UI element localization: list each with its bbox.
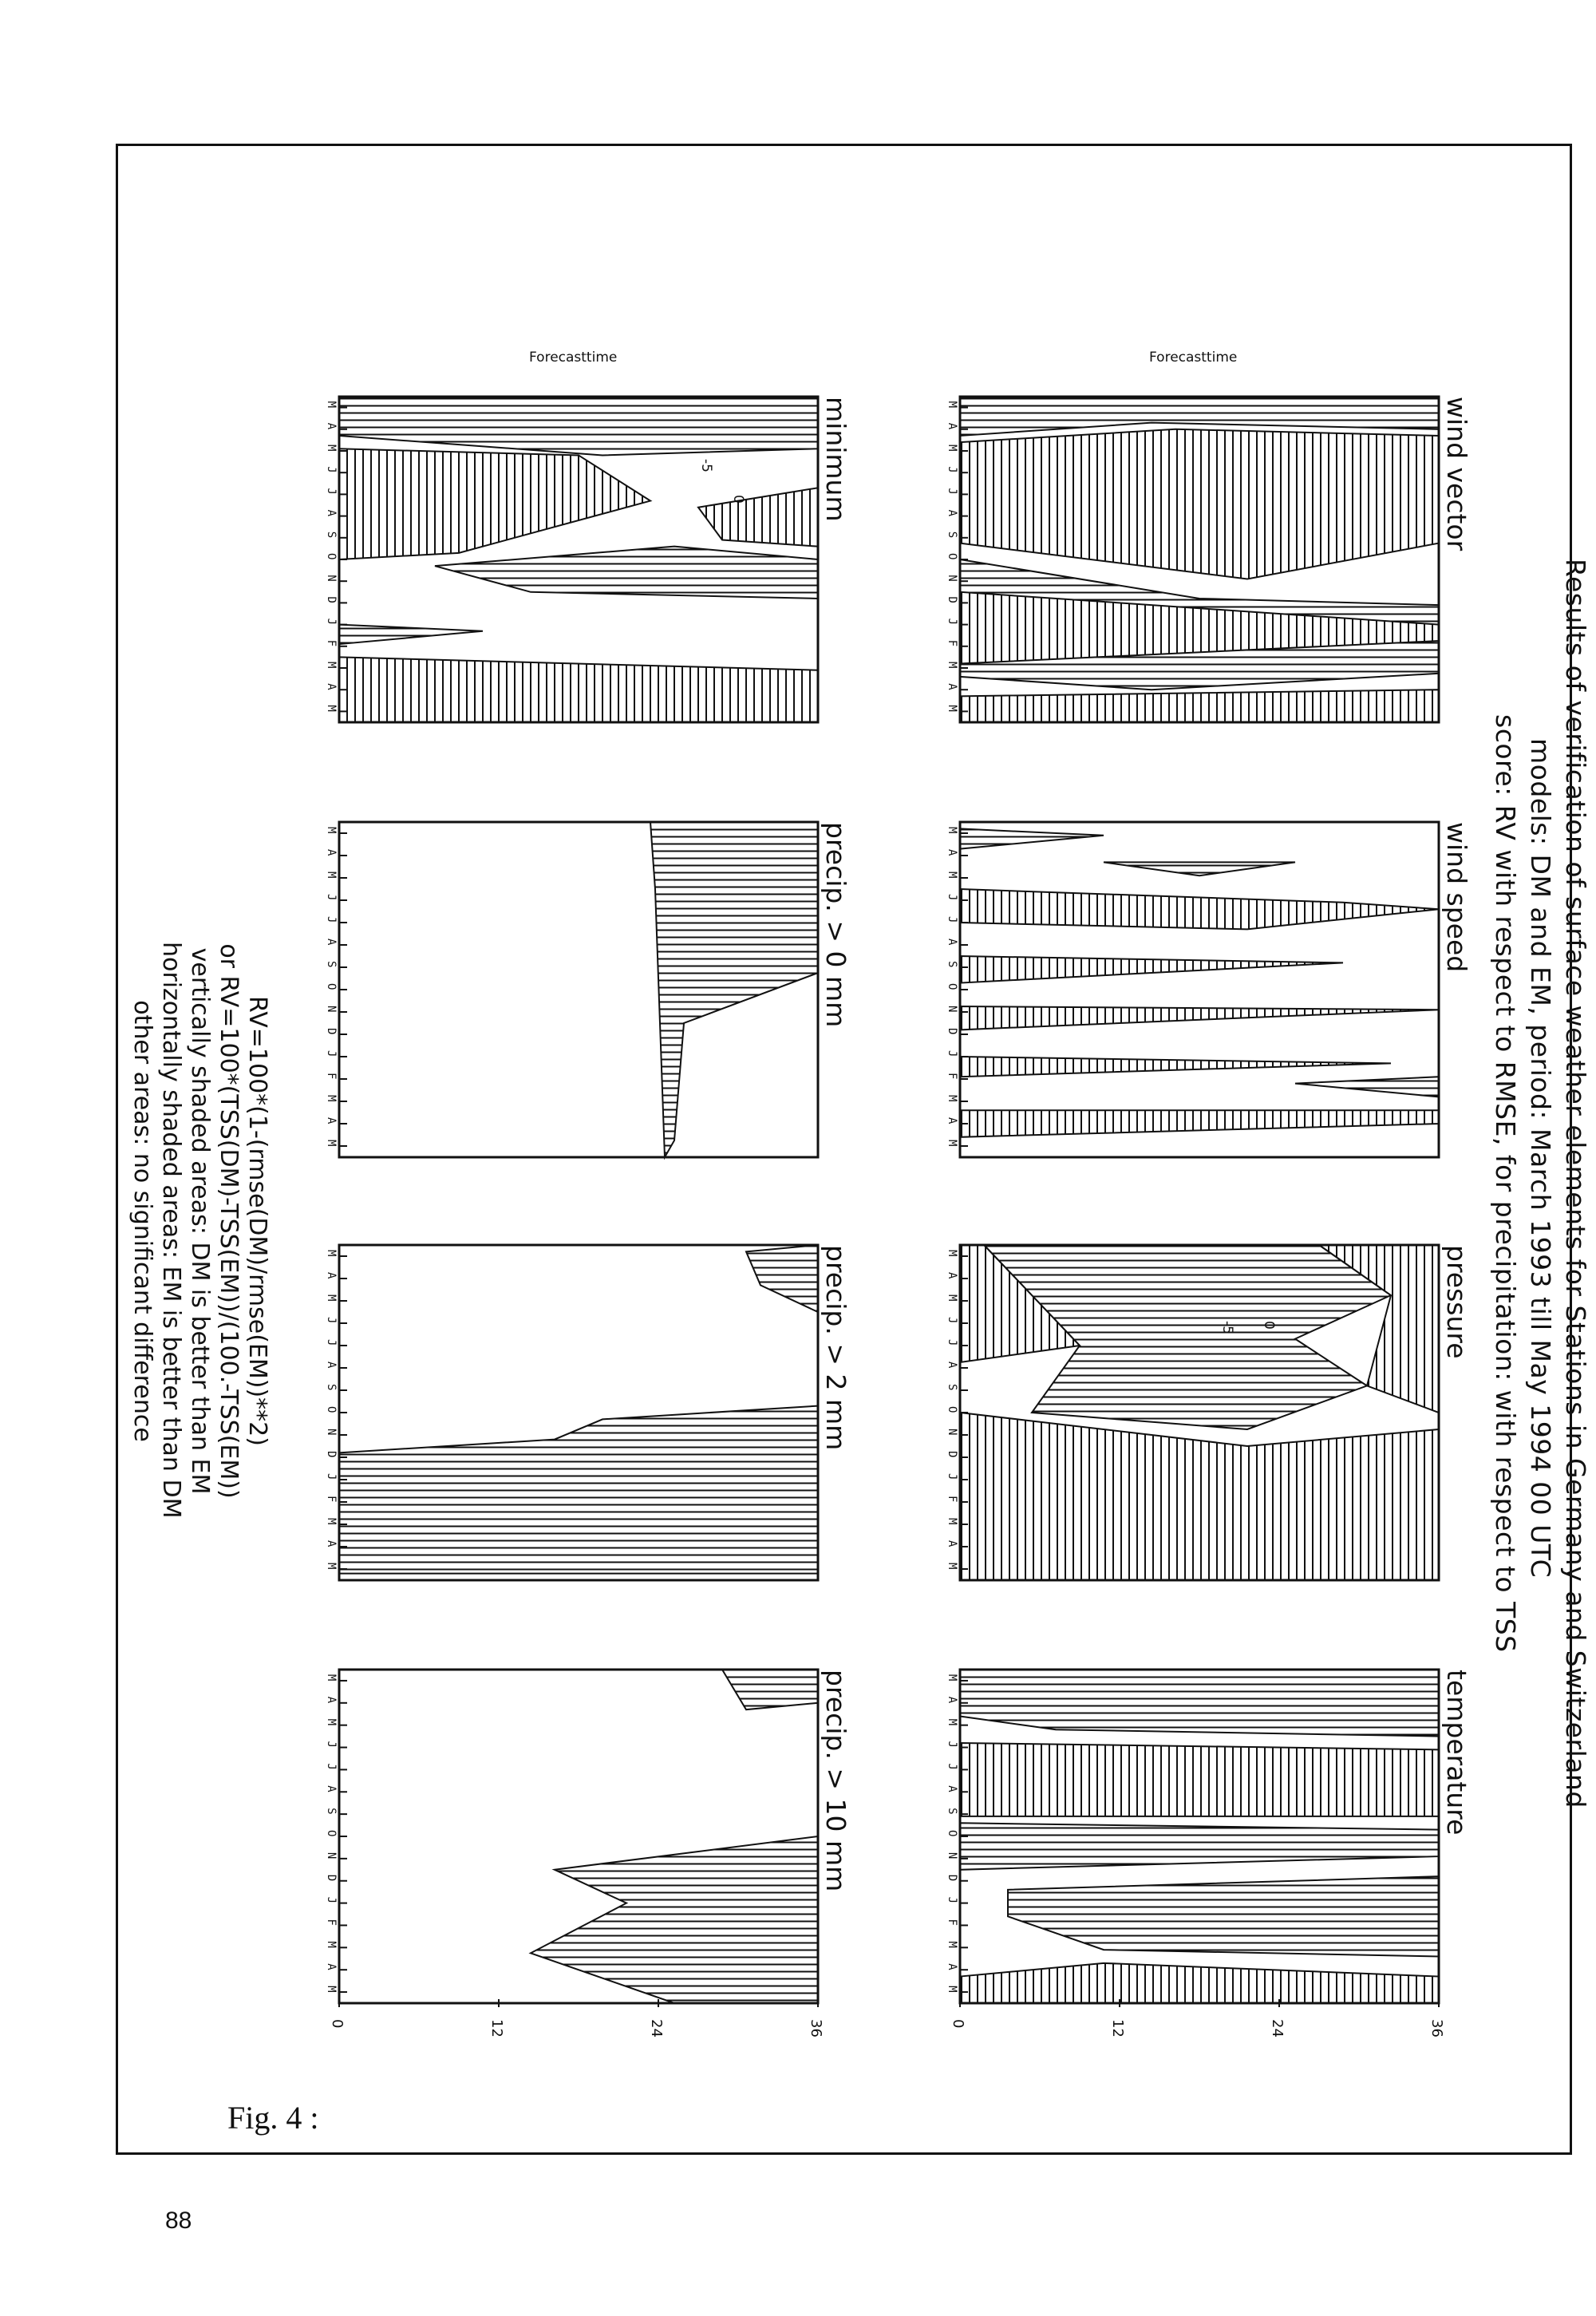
month-tick-label: F — [325, 1919, 338, 1926]
month-tick-label: A — [946, 1117, 958, 1124]
month-tick-label: J — [325, 894, 338, 901]
month-tick-label: J — [325, 916, 338, 923]
panel-wind-vector — [960, 397, 1439, 722]
month-tick-label: J — [946, 1317, 958, 1324]
month-tick-label: S — [946, 1384, 958, 1391]
month-tick-label: M — [325, 1674, 338, 1682]
dm-better-region — [339, 397, 818, 455]
month-tick-label: A — [325, 849, 338, 856]
dm-better-region — [650, 822, 818, 1157]
month-tick-label: M — [325, 871, 338, 879]
month-tick-label: A — [946, 1963, 958, 1970]
month-tick-label: M — [946, 1140, 958, 1147]
month-tick-label: M — [946, 401, 958, 409]
title-line-2: models: DM and EM, period: March 1993 till May 1994 00 UTC — [1525, 738, 1556, 1579]
em-better-region — [960, 1057, 1391, 1077]
em-better-region — [698, 488, 818, 546]
month-tick-label: S — [325, 961, 338, 968]
dm-better-region — [1104, 862, 1295, 875]
month-tick-label: M — [946, 445, 958, 452]
month-tick-label: N — [946, 1429, 958, 1436]
legend-line-1: RV=100*(1-(rmse(DM)/rmse(EM))**2) — [243, 996, 271, 1446]
panel-precip-2-mm — [339, 1245, 818, 1580]
month-tick-label: J — [946, 1896, 958, 1904]
month-tick-label: M — [325, 1941, 338, 1948]
month-tick-label: F — [946, 1496, 958, 1503]
em-better-region — [960, 1110, 1439, 1137]
month-tick-label: M — [946, 1250, 958, 1257]
month-tick-label: M — [946, 1674, 958, 1682]
month-tick-label: J — [325, 1317, 338, 1324]
month-tick-label: A — [325, 1540, 338, 1547]
month-tick-label: O — [325, 553, 338, 560]
em-better-region — [960, 429, 1439, 579]
dm-better-region — [960, 1670, 1439, 1737]
figure-label: Fig. 4 : — [227, 2100, 319, 2136]
month-tick-label: A — [946, 1540, 958, 1547]
month-tick-label: A — [946, 939, 958, 946]
time-tick-label: 0 — [950, 2019, 966, 2029]
month-tick-label: O — [946, 1406, 958, 1413]
month-tick-label: A — [946, 1785, 958, 1792]
month-tick-label: M — [946, 1941, 958, 1948]
panel-minimum — [339, 397, 818, 722]
em-better-region — [960, 889, 1439, 929]
em-better-region — [960, 1006, 1439, 1030]
panel-title: wind speed — [1441, 822, 1472, 973]
em-better-region — [339, 657, 818, 722]
month-tick-label: D — [325, 1451, 338, 1458]
month-tick-label: N — [325, 575, 338, 582]
time-tick-label: 24 — [1269, 2019, 1286, 2037]
month-tick-label: S — [325, 1384, 338, 1391]
month-tick-label: S — [946, 961, 958, 968]
month-tick-label: D — [946, 1451, 958, 1458]
month-tick-label: F — [946, 1073, 958, 1080]
panel-precip-10-mm — [339, 1670, 818, 2003]
month-tick-label: M — [946, 1718, 958, 1726]
month-tick-label: S — [946, 1808, 958, 1815]
dm-better-region — [339, 1406, 818, 1574]
em-better-region — [960, 956, 1343, 983]
em-better-region — [960, 1413, 1439, 1580]
month-tick-label: J — [946, 1050, 958, 1057]
panel-title: wind vector — [1441, 397, 1472, 551]
month-tick-label: M — [325, 1095, 338, 1102]
month-tick-label: M — [325, 401, 338, 409]
month-tick-label: M — [325, 662, 338, 669]
month-tick-label: M — [325, 1563, 338, 1570]
month-tick-label: J — [946, 1473, 958, 1480]
em-better-region — [339, 449, 650, 559]
time-tick-label: 24 — [648, 2019, 665, 2037]
month-tick-label: M — [946, 1563, 958, 1570]
month-tick-label: A — [946, 1696, 958, 1704]
legend-line-3: vertically shaded areas: DM is better than EM — [186, 947, 214, 1495]
page-number: 88 — [165, 2207, 192, 2234]
month-tick-label: F — [325, 1073, 338, 1080]
month-tick-label: A — [325, 1696, 338, 1704]
month-tick-label: A — [946, 1362, 958, 1369]
month-tick-label: N — [325, 1006, 338, 1013]
panel-title: pressure — [1441, 1245, 1472, 1359]
contour-label: 0 — [730, 495, 746, 504]
dm-better-region — [746, 1245, 818, 1312]
month-tick-label: J — [325, 1339, 338, 1346]
month-tick-label: N — [325, 1429, 338, 1436]
panel-title: precip. > 2 mm — [820, 1245, 851, 1451]
month-tick-label: O — [325, 1830, 338, 1837]
month-tick-label: J — [325, 1763, 338, 1770]
month-tick-label: F — [946, 1919, 958, 1926]
month-tick-label: M — [325, 445, 338, 452]
month-tick-label: S — [325, 531, 338, 539]
month-tick-label: O — [325, 983, 338, 990]
month-tick-label: F — [325, 1496, 338, 1503]
panel-title: precip. > 0 mm — [820, 822, 851, 1028]
month-tick-label: A — [325, 422, 338, 430]
panel-title: minimum — [820, 397, 851, 522]
month-tick-label: D — [325, 1874, 338, 1882]
contour-label: -5 — [1219, 1321, 1235, 1334]
legend-line-4: horizontally shaded areas: EM is better than DM — [157, 942, 185, 1519]
time-tick-label: 36 — [808, 2019, 824, 2037]
month-tick-label: S — [325, 1808, 338, 1815]
month-tick-label: J — [946, 916, 958, 923]
month-tick-label: D — [946, 1874, 958, 1882]
month-tick-label: M — [946, 871, 958, 879]
time-tick-label: 12 — [488, 2019, 505, 2037]
month-tick-label: J — [325, 1741, 338, 1748]
month-tick-label: A — [325, 683, 338, 690]
panel-title: precip. > 10 mm — [820, 1670, 851, 1892]
month-tick-label: J — [946, 618, 958, 626]
month-tick-label: N — [946, 1852, 958, 1860]
month-tick-label: A — [946, 422, 958, 430]
month-tick-label: N — [325, 1852, 338, 1860]
month-tick-label: M — [325, 1140, 338, 1147]
em-better-region — [960, 690, 1439, 722]
month-tick-label: A — [325, 509, 338, 517]
month-tick-label: M — [946, 1518, 958, 1525]
title-line-1: Results of verification of surface weather elements for Stations in Germany and Switzerland — [1560, 559, 1591, 1808]
dm-better-region — [531, 1836, 818, 2003]
title-line-3: score: RV with respect to RMSE, for precipitation: with respect to TSS — [1490, 714, 1521, 1653]
month-tick-label: N — [946, 575, 958, 582]
month-tick-label: O — [946, 983, 958, 990]
panel-title: temperature — [1441, 1670, 1472, 1836]
time-axis-title-left: Forecasttime — [529, 350, 618, 366]
panel-temperature — [960, 1670, 1439, 2003]
month-tick-label: M — [325, 1986, 338, 1993]
month-tick-label: M — [325, 1518, 338, 1525]
month-tick-label: M — [946, 1095, 958, 1102]
month-tick-label: J — [325, 1050, 338, 1057]
month-tick-label: M — [325, 705, 338, 712]
month-tick-label: M — [946, 1986, 958, 1993]
month-tick-label: A — [325, 1272, 338, 1279]
month-tick-label: J — [946, 1339, 958, 1346]
month-tick-label: O — [946, 553, 958, 560]
month-tick-label: D — [325, 596, 338, 603]
dm-better-region — [960, 828, 1104, 848]
time-tick-label: 36 — [1428, 2019, 1445, 2037]
month-tick-label: M — [946, 705, 958, 712]
month-tick-label: J — [946, 894, 958, 901]
month-tick-label: M — [946, 662, 958, 669]
month-tick-label: M — [946, 1294, 958, 1302]
time-axis-title-right: Forecasttime — [1149, 350, 1238, 366]
legend-line-2: or RV=100*(TSS(DM)-TSS(EM))/(100.-TSS(EM)) — [215, 943, 243, 1499]
month-tick-label: O — [946, 1830, 958, 1837]
month-tick-label: F — [946, 639, 958, 647]
month-tick-label: M — [946, 827, 958, 834]
month-tick-label: S — [946, 531, 958, 539]
month-tick-label: A — [946, 1272, 958, 1279]
month-tick-label: A — [946, 509, 958, 517]
month-tick-label: J — [325, 1896, 338, 1904]
panel-pressure — [960, 1245, 1439, 1580]
contour-label: 0 — [1261, 1321, 1277, 1330]
month-tick-label: A — [946, 683, 958, 690]
contour-label: -5 — [698, 459, 714, 472]
month-tick-label: O — [325, 1406, 338, 1413]
month-tick-label: M — [325, 1294, 338, 1302]
time-tick-label: 0 — [329, 2019, 346, 2029]
month-tick-label: D — [946, 596, 958, 603]
dm-better-region — [722, 1670, 818, 1709]
month-tick-label: J — [946, 488, 958, 495]
month-tick-label: J — [325, 466, 338, 473]
month-tick-label: M — [325, 1250, 338, 1257]
month-tick-label: A — [325, 1362, 338, 1369]
month-tick-label: J — [325, 1473, 338, 1480]
month-tick-label: A — [325, 939, 338, 946]
dm-better-region — [960, 1823, 1439, 1870]
month-tick-label: N — [946, 1006, 958, 1013]
month-tick-label: A — [325, 1785, 338, 1792]
panel-wind-speed — [960, 822, 1439, 1157]
dm-better-region — [1295, 1077, 1439, 1097]
legend-line-5: other areas: no significant difference — [128, 1000, 156, 1442]
dm-better-region — [339, 625, 483, 644]
panel-precip-0-mm — [339, 822, 818, 1157]
month-tick-label: F — [325, 639, 338, 647]
month-tick-label: J — [946, 466, 958, 473]
month-tick-label: M — [325, 827, 338, 834]
month-tick-label: J — [946, 1763, 958, 1770]
em-better-region — [960, 1743, 1439, 1816]
month-tick-label: A — [325, 1117, 338, 1124]
month-tick-label: M — [325, 1718, 338, 1726]
dm-better-region — [1008, 1876, 1439, 1956]
time-tick-label: 12 — [1109, 2019, 1126, 2037]
month-tick-label: J — [946, 1741, 958, 1748]
month-tick-label: A — [946, 849, 958, 856]
month-tick-label: J — [325, 618, 338, 626]
month-tick-label: J — [325, 488, 338, 495]
em-better-region — [960, 1963, 1439, 2003]
month-tick-label: D — [325, 1028, 338, 1035]
dm-better-region — [435, 547, 818, 599]
month-tick-label: A — [325, 1963, 338, 1970]
month-tick-label: D — [946, 1028, 958, 1035]
